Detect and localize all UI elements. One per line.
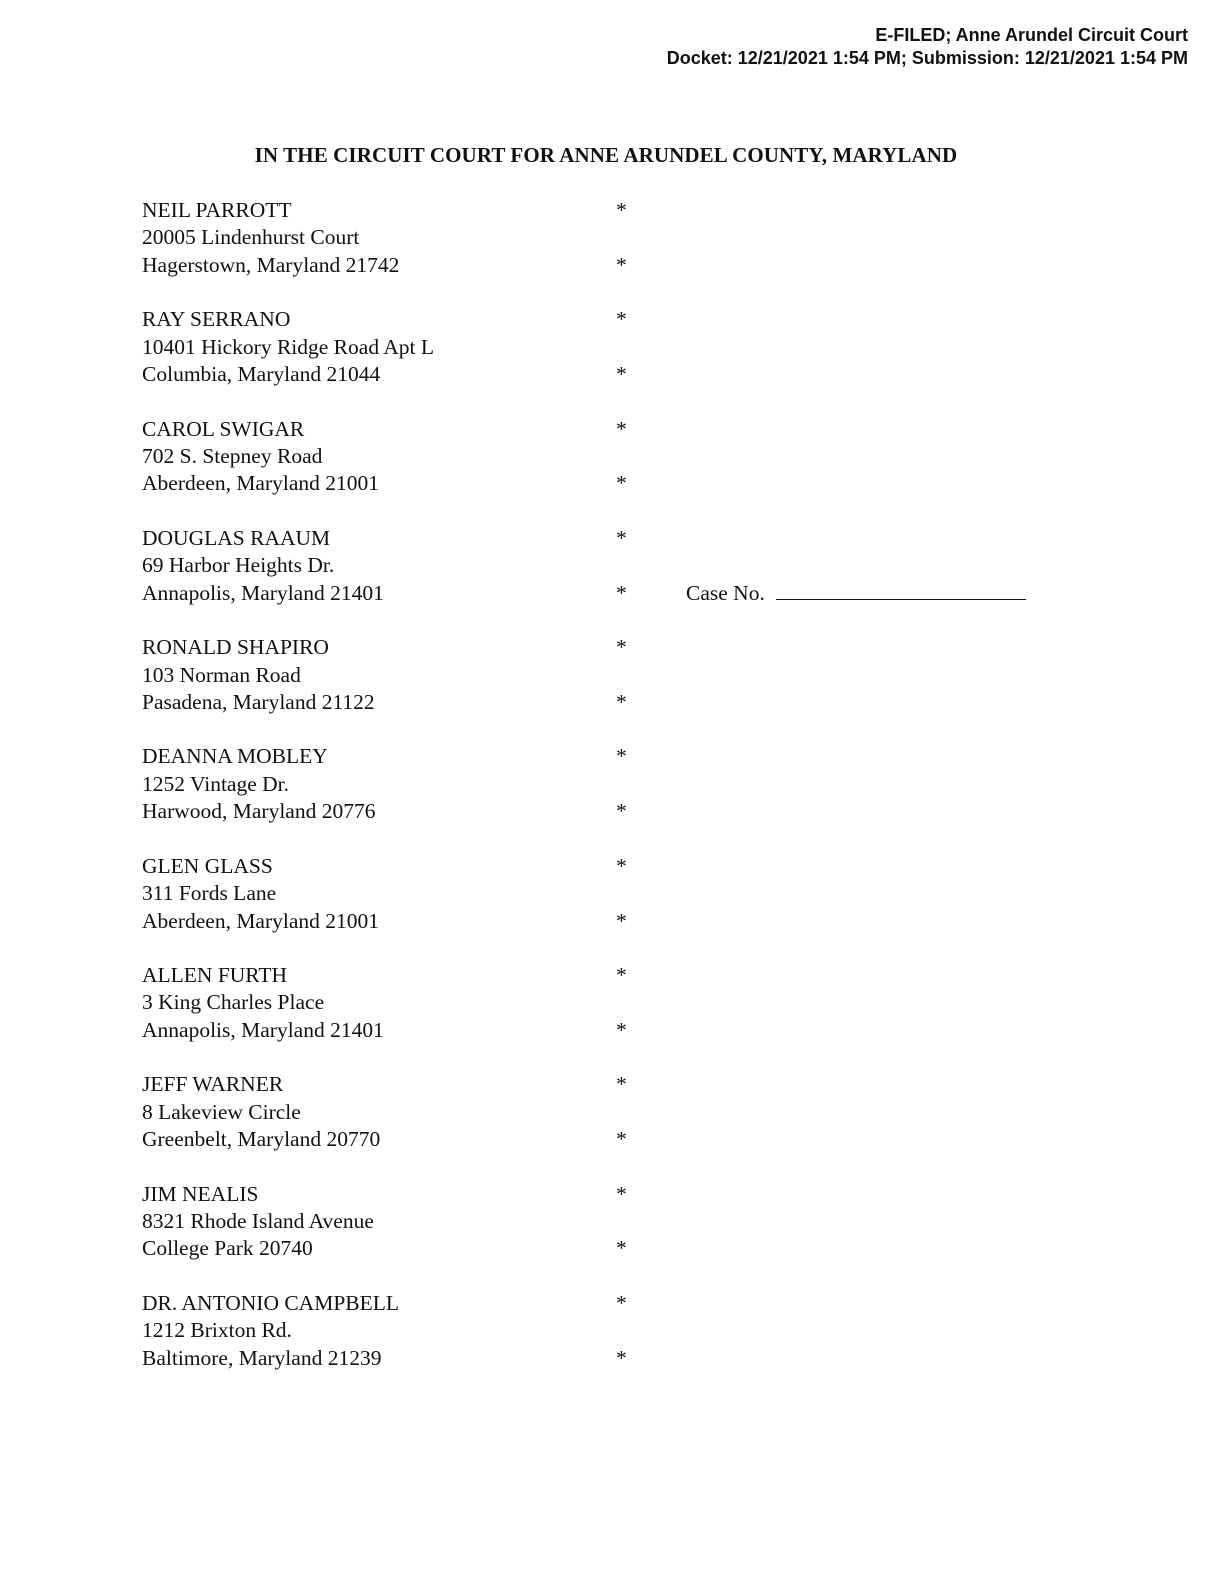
efile-stamp (667, 24, 1188, 70)
party-street: 103 Norman Road (142, 662, 301, 687)
caption-asterisk: * (616, 1017, 627, 1042)
party-name: DEANNA MOBLEY (142, 744, 328, 769)
caption-asterisk: * (616, 362, 627, 387)
party-block (142, 743, 627, 852)
party-street: 702 S. Stepney Road (142, 443, 323, 468)
party-block (142, 1181, 627, 1290)
party-name: CAROL SWIGAR (142, 416, 305, 441)
caption-asterisk: * (616, 198, 627, 222)
party-city: Columbia, Maryland 21044 (142, 362, 381, 387)
caption-asterisk: * (616, 689, 627, 714)
party-block (142, 634, 627, 743)
party-name: RONALD SHAPIRO (142, 635, 329, 660)
party-city: Pasadena, Maryland 21122 (142, 689, 375, 714)
caption-asterisk: * (616, 1236, 627, 1261)
party-name: GLEN GLASS (142, 853, 273, 878)
caption-asterisk: * (616, 1345, 627, 1370)
caption-asterisk: * (616, 635, 627, 660)
party-name: JIM NEALIS (142, 1181, 259, 1206)
case-number-label: Case No. (686, 581, 765, 605)
party-city: Aberdeen, Maryland 21001 (142, 908, 380, 933)
party-block (142, 416, 627, 525)
party-street: 69 Harbor Heights Dr. (142, 553, 335, 578)
party-street: 311 Fords Lane (142, 881, 277, 906)
caption-asterisk: * (616, 307, 627, 332)
party-city: Baltimore, Maryland 21239 (142, 1345, 382, 1370)
party-block (142, 1290, 627, 1399)
party-city: Hagerstown, Maryland 21742 (142, 252, 400, 277)
party-block (142, 306, 627, 415)
caption-asterisk: * (616, 416, 627, 441)
party-city: Annapolis, Maryland 21401 (142, 580, 384, 605)
caption-asterisk: * (616, 1072, 627, 1097)
party-street: 20005 Lindenhurst Court (142, 225, 360, 250)
party-street: 8321 Rhode Island Avenue (142, 1209, 374, 1234)
caption-asterisk: * (616, 580, 627, 605)
court-title: IN THE CIRCUIT COURT FOR ANNE ARUNDEL COUNTY, MARYLAND (254, 143, 958, 167)
party-name: RAY SERRANO (142, 307, 291, 332)
party-city: College Park 20740 (142, 1236, 313, 1261)
party-name: DR. ANTONIO CAMPBELL (142, 1290, 400, 1315)
case-number-field (686, 579, 1026, 607)
caption-asterisk: * (616, 744, 627, 769)
party-list (142, 197, 627, 1399)
party-block (142, 962, 627, 1071)
party-block (142, 197, 627, 306)
party-name: NEIL PARROTT (142, 198, 292, 222)
caption-asterisk: * (616, 525, 627, 550)
party-street: 3 King Charles Place (142, 990, 325, 1015)
party-street: 10401 Hickory Ridge Road Apt L (142, 334, 435, 359)
party-city: Aberdeen, Maryland 21001 (142, 471, 380, 496)
party-name: ALLEN FURTH (142, 963, 288, 988)
case-number-blank-line (776, 579, 1026, 600)
caption-asterisk: * (616, 252, 627, 277)
caption-asterisk: * (616, 1127, 627, 1152)
party-block (142, 1071, 627, 1180)
caption-asterisk: * (616, 1181, 627, 1206)
caption-asterisk: * (616, 799, 627, 824)
efile-docket-line: Docket: 12/21/2021 1:54 PM; Submission: 12/21/2021 1:54 PM (666, 48, 1188, 68)
party-name: JEFF WARNER (142, 1072, 284, 1097)
party-street: 1252 Vintage Dr. (142, 771, 290, 796)
caption-asterisk: * (616, 471, 627, 496)
caption-asterisk: * (616, 1290, 627, 1315)
caption-asterisk: * (616, 853, 627, 878)
caption-asterisk: * (616, 963, 627, 988)
caption-asterisk: * (616, 908, 627, 933)
party-city: Greenbelt, Maryland 20770 (142, 1127, 381, 1152)
party-street: 1212 Brixton Rd. (142, 1318, 292, 1343)
party-street: 8 Lakeview Circle (142, 1099, 301, 1124)
efile-court-line: E-FILED; Anne Arundel Circuit Court (875, 25, 1188, 45)
party-name: DOUGLAS RAAUM (142, 525, 331, 550)
party-city: Annapolis, Maryland 21401 (142, 1017, 384, 1042)
party-block (142, 853, 627, 962)
party-block (142, 525, 627, 634)
party-city: Harwood, Maryland 20776 (142, 799, 376, 824)
